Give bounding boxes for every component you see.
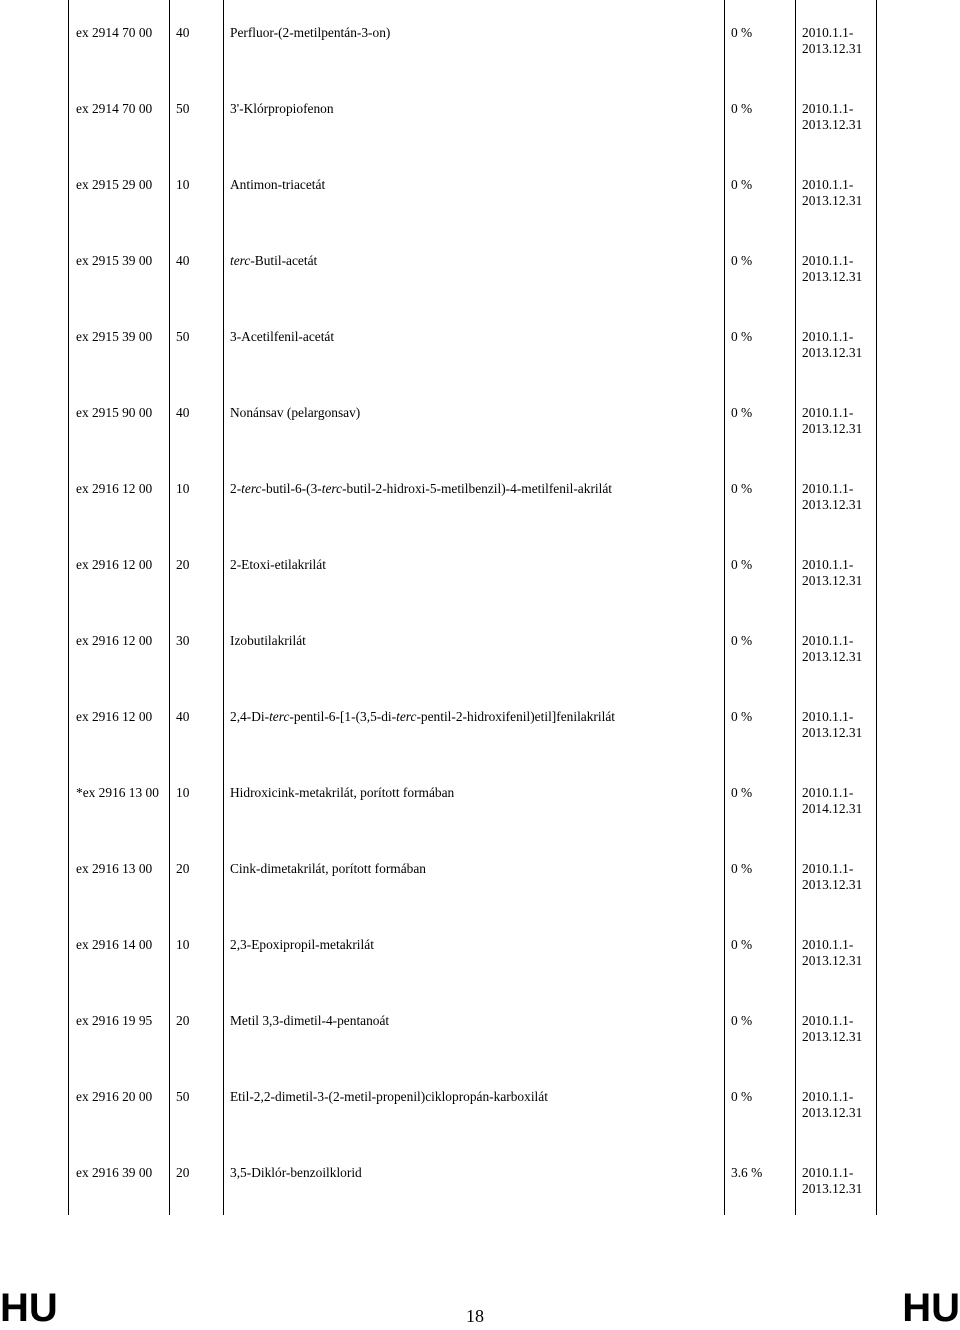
validity-end: 2013.12.31 (802, 1181, 863, 1196)
validity-end: 2013.12.31 (802, 345, 863, 360)
description-text: Hidroxicink-metakrilát, porított formában (230, 785, 455, 800)
description-text: 3,5-Diklór-benzoilklorid (230, 1165, 362, 1180)
taric-subdivision: 40 (176, 405, 190, 420)
validity-start: 2010.1.1- (802, 785, 854, 800)
description-text: -pentil-2-hidroxifenil)etil]fenilakrilát (416, 709, 615, 724)
taric-subdivision: 40 (176, 253, 190, 268)
table-row (69, 709, 876, 785)
tariff-code: ex 2916 14 00 (76, 937, 153, 952)
tariff-code: ex 2916 13 00 (76, 861, 153, 876)
duty-rate: 0 % (731, 253, 753, 268)
description-text: 2- (230, 481, 242, 496)
validity-start: 2010.1.1- (802, 177, 854, 192)
description-text: 2,3-Epoxipropil-metakrilát (230, 937, 374, 952)
validity-end: 2013.12.31 (802, 877, 863, 892)
tariff-code: ex 2916 12 00 (76, 557, 153, 572)
duty-rate: 0 % (731, 405, 753, 420)
tariff-table (68, 0, 877, 1215)
validity-period (802, 1013, 872, 1045)
validity-start: 2010.1.1- (802, 557, 854, 572)
taric-subdivision: 30 (176, 633, 190, 648)
footer-language-right: HU (902, 1286, 960, 1330)
table-row (69, 177, 876, 253)
tariff-code: ex 2914 70 00 (76, 101, 153, 116)
validity-end: 2013.12.31 (802, 573, 863, 588)
goods-description (230, 1013, 389, 1029)
validity-period (802, 405, 872, 437)
validity-start: 2010.1.1- (802, 937, 854, 952)
validity-end: 2013.12.31 (802, 649, 863, 664)
taric-subdivision: 50 (176, 329, 190, 344)
table-row (69, 785, 876, 861)
goods-description (230, 25, 390, 41)
validity-period (802, 1089, 872, 1121)
tariff-code: *ex 2916 13 00 (76, 785, 159, 800)
taric-subdivision: 50 (176, 101, 190, 116)
description-text: Etil-2,2-dimetil-3-(2-metil-propenil)ciklopropán-karboxilát (230, 1089, 548, 1104)
tariff-code: ex 2915 39 00 (76, 329, 153, 344)
duty-rate: 0 % (731, 785, 753, 800)
validity-start: 2010.1.1- (802, 101, 854, 116)
description-text: Izobutilakrilát (230, 633, 306, 648)
tariff-code: ex 2916 12 00 (76, 633, 153, 648)
page-number: 18 (466, 1306, 484, 1326)
validity-start: 2010.1.1- (802, 709, 854, 724)
validity-start: 2010.1.1- (802, 633, 854, 648)
description-text: -butil-6-(3- (261, 481, 322, 496)
goods-description (230, 101, 334, 117)
duty-rate: 0 % (731, 329, 753, 344)
table-row (69, 1013, 876, 1089)
validity-period (802, 785, 872, 817)
validity-period (802, 101, 872, 133)
table-row (69, 101, 876, 177)
validity-end: 2013.12.31 (802, 725, 863, 740)
validity-start: 2010.1.1- (802, 405, 854, 420)
table-row (69, 861, 876, 937)
italic-prefix: terc (269, 709, 290, 724)
duty-rate: 0 % (731, 633, 753, 648)
duty-rate: 0 % (731, 1089, 753, 1104)
goods-description (230, 861, 426, 877)
validity-start: 2010.1.1- (802, 1089, 854, 1104)
tariff-code: ex 2914 70 00 (76, 25, 153, 40)
table-row (69, 405, 876, 481)
duty-rate: 0 % (731, 557, 753, 572)
validity-period (802, 25, 872, 57)
table-row (69, 481, 876, 557)
taric-subdivision: 40 (176, 25, 190, 40)
duty-rate: 0 % (731, 709, 753, 724)
validity-start: 2010.1.1- (802, 481, 854, 496)
goods-description (230, 481, 612, 497)
validity-end: 2013.12.31 (802, 953, 863, 968)
description-text: -butil-2-hidroxi-5-metilbenzil)-4-metilfenil-akrilát (342, 481, 613, 496)
description-text: Perfluor-(2-metilpentán-3-on) (230, 25, 391, 40)
goods-description (230, 709, 615, 725)
footer-language-left: HU (0, 1286, 58, 1330)
goods-description (230, 557, 326, 573)
validity-end: 2013.12.31 (802, 421, 863, 436)
validity-start: 2010.1.1- (802, 1165, 854, 1180)
tariff-code: ex 2916 12 00 (76, 709, 153, 724)
description-text: Metil 3,3-dimetil-4-pentanoát (230, 1013, 390, 1028)
tariff-code: ex 2915 90 00 (76, 405, 153, 420)
taric-subdivision: 10 (176, 177, 190, 192)
validity-end: 2013.12.31 (802, 117, 863, 132)
tariff-code: ex 2916 20 00 (76, 1089, 153, 1104)
goods-description (230, 405, 360, 421)
table-row (69, 1089, 876, 1165)
tariff-code: ex 2916 19 95 (76, 1013, 153, 1028)
taric-subdivision: 20 (176, 1165, 190, 1180)
goods-description (230, 633, 306, 649)
table-row (69, 329, 876, 405)
taric-subdivision: 20 (176, 1013, 190, 1028)
italic-prefix: terc (230, 253, 251, 268)
table-row (69, 25, 876, 101)
validity-period (802, 253, 872, 285)
taric-subdivision: 10 (176, 481, 190, 496)
italic-prefix: terc (321, 481, 343, 496)
tariff-code: ex 2916 12 00 (76, 481, 153, 496)
goods-description (230, 1165, 362, 1181)
validity-period (802, 709, 872, 741)
tariff-code: ex 2915 39 00 (76, 253, 153, 268)
taric-subdivision: 10 (176, 785, 190, 800)
duty-rate: 0 % (731, 481, 753, 496)
validity-start: 2010.1.1- (802, 861, 854, 876)
table-row (69, 633, 876, 709)
duty-rate: 3.6 % (731, 1165, 763, 1180)
taric-subdivision: 10 (176, 937, 190, 952)
goods-description (230, 177, 325, 193)
validity-period (802, 481, 872, 513)
duty-rate: 0 % (731, 177, 753, 192)
goods-description (230, 253, 317, 269)
tariff-code: ex 2916 39 00 (76, 1165, 153, 1180)
validity-end: 2013.12.31 (802, 269, 863, 284)
description-text: 3-Acetilfenil-acetát (230, 329, 335, 344)
goods-description (230, 329, 334, 345)
duty-rate: 0 % (731, 101, 753, 116)
description-text: 2,4-Di- (230, 709, 270, 724)
validity-start: 2010.1.1- (802, 253, 854, 268)
table-row (69, 1165, 876, 1241)
goods-description (230, 785, 454, 801)
validity-end: 2013.12.31 (802, 193, 863, 208)
description-text: -Butil-acetát (250, 253, 318, 268)
duty-rate: 0 % (731, 1013, 753, 1028)
validity-end: 2013.12.31 (802, 1029, 863, 1044)
description-text: Cink-dimetakrilát, porított formában (230, 861, 426, 876)
validity-period (802, 1165, 872, 1197)
validity-start: 2010.1.1- (802, 1013, 854, 1028)
tariff-code: ex 2915 29 00 (76, 177, 153, 192)
validity-end: 2013.12.31 (802, 41, 863, 56)
goods-description (230, 1089, 548, 1105)
validity-period (802, 557, 872, 589)
taric-subdivision: 20 (176, 861, 190, 876)
italic-prefix: terc (241, 481, 262, 496)
validity-end: 2013.12.31 (802, 1105, 863, 1120)
table-row (69, 937, 876, 1013)
italic-prefix: terc (396, 709, 417, 724)
description-text: 2-Etoxi-etilakrilát (230, 557, 326, 572)
duty-rate: 0 % (731, 937, 753, 952)
table-row (69, 557, 876, 633)
validity-end: 2014.12.31 (802, 801, 863, 816)
description-text: Antimon-triacetát (230, 177, 326, 192)
validity-period (802, 861, 872, 893)
description-text: 3'-Klórpropiofenon (230, 101, 334, 116)
duty-rate: 0 % (731, 861, 753, 876)
validity-end: 2013.12.31 (802, 497, 863, 512)
taric-subdivision: 40 (176, 709, 190, 724)
goods-description (230, 937, 374, 953)
validity-period (802, 177, 872, 209)
taric-subdivision: 50 (176, 1089, 190, 1104)
validity-start: 2010.1.1- (802, 25, 854, 40)
description-text: -pentil-6-[1-(3,5-di- (289, 709, 397, 724)
duty-rate: 0 % (731, 25, 753, 40)
table-row (69, 253, 876, 329)
validity-period (802, 937, 872, 969)
validity-period (802, 329, 872, 361)
taric-subdivision: 20 (176, 557, 190, 572)
validity-start: 2010.1.1- (802, 329, 854, 344)
description-text: Nonánsav (pelargonsav) (230, 405, 361, 420)
validity-period (802, 633, 872, 665)
